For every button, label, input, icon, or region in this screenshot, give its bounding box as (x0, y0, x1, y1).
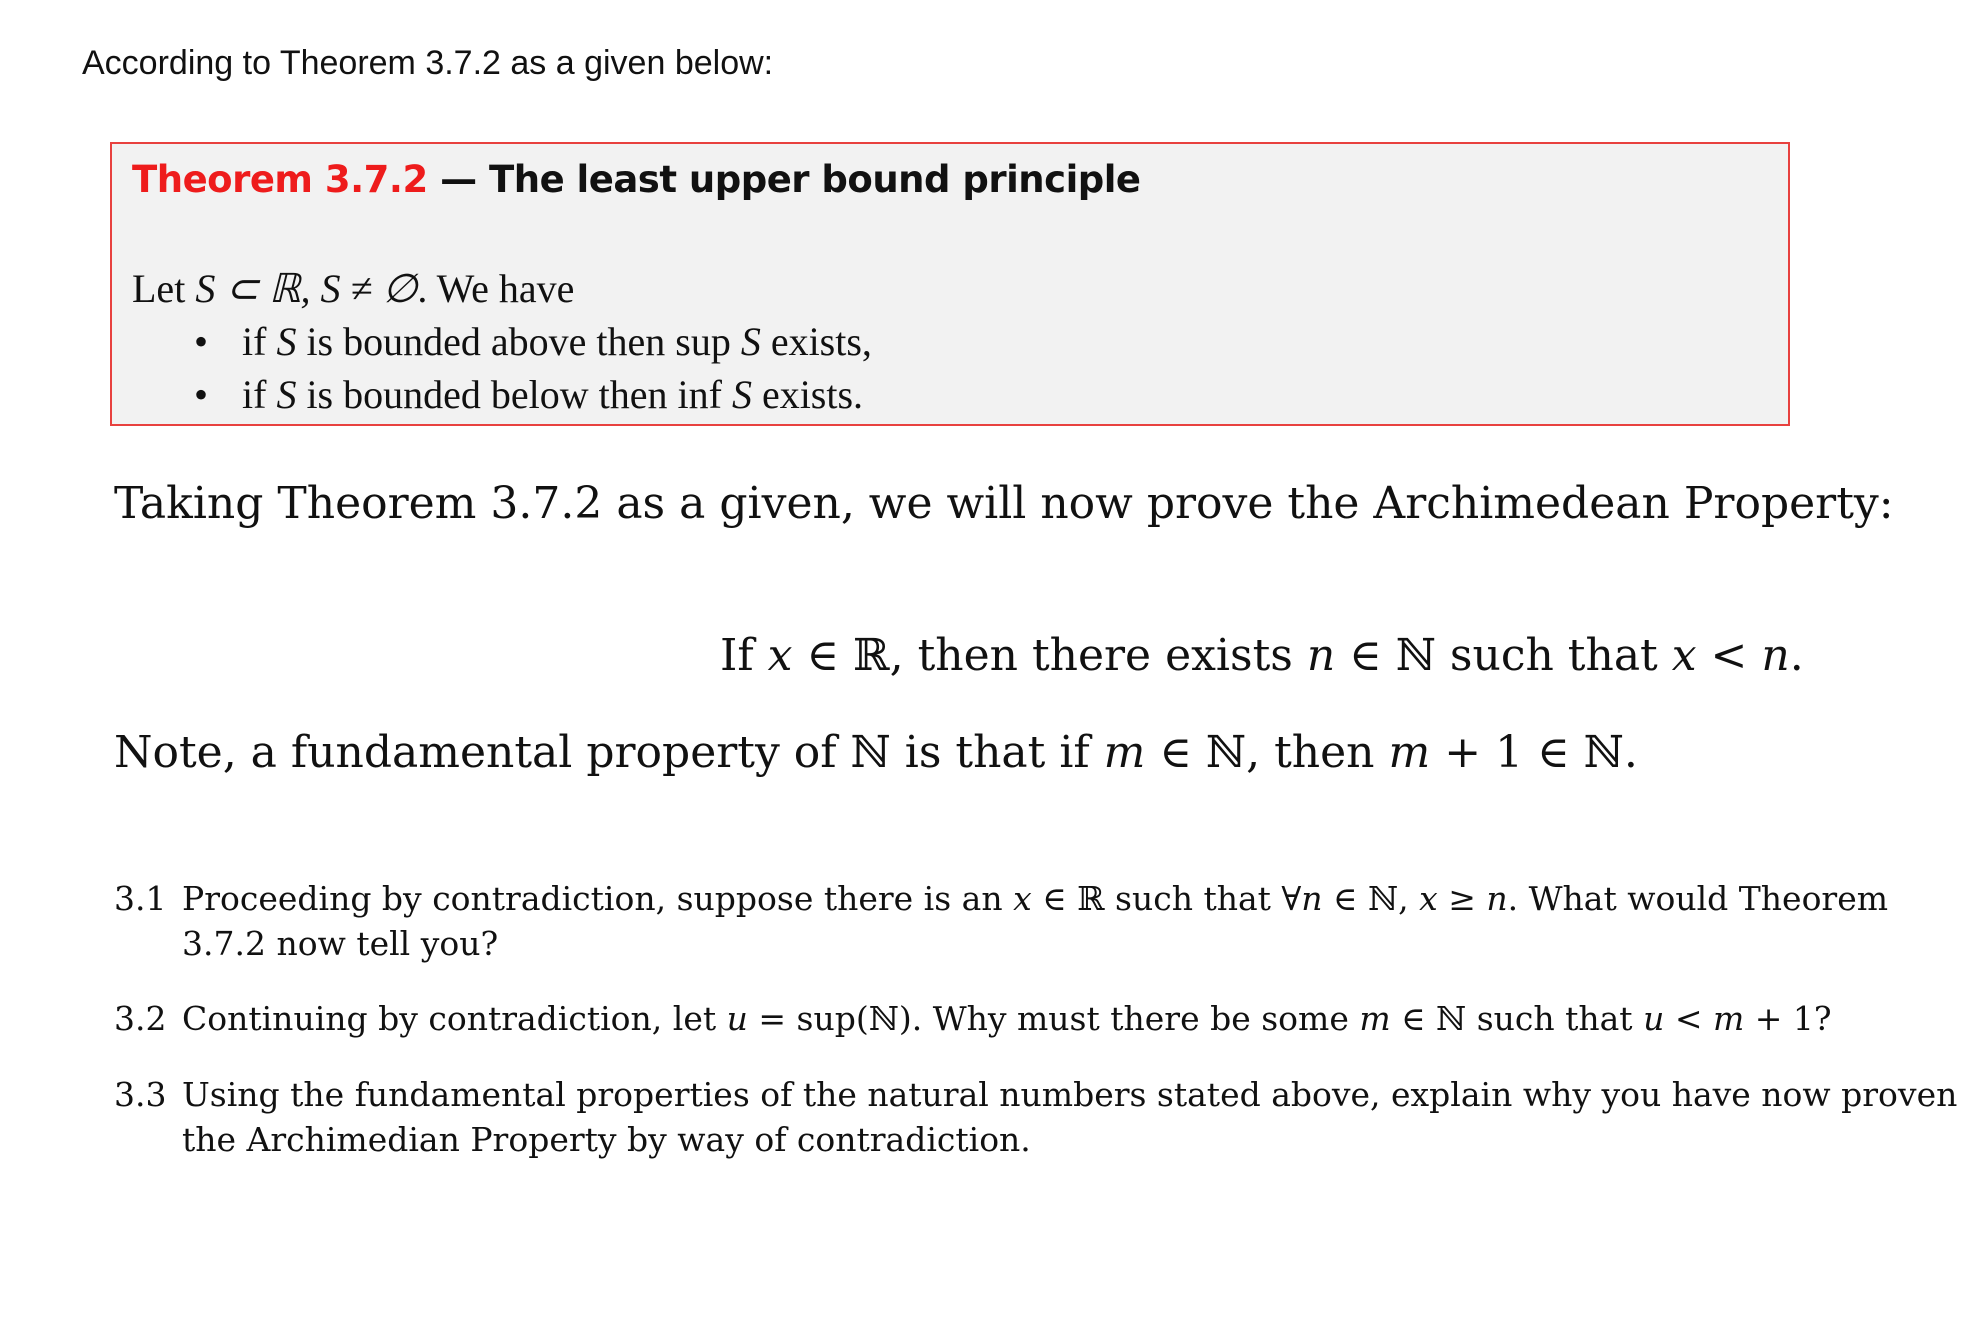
theorem-number: Theorem 3.7.2 (132, 158, 428, 201)
note-paragraph: Note, a fundamental property of ℕ is that if m ∈ ℕ, then m + 1 ∈ ℕ. (114, 727, 1638, 778)
bullet-text: if S is bounded above then sup S exists, (242, 319, 872, 364)
question-text: Proceeding by contradiction, suppose there is an x ∈ ℝ such that ∀n ∈ ℕ, x ≥ n. What would Theorem 3.7.2 now tell you? (182, 879, 1889, 963)
question-3-1 (114, 876, 1962, 966)
theorem-body (132, 262, 872, 421)
question-text: Using the fundamental properties of the natural numbers stated above, explain why you have now proven the Archimedian Property by way of contradiction. (182, 1075, 1958, 1159)
statement-prefix: Let (132, 266, 196, 311)
taking-theorem-paragraph: Taking Theorem 3.7.2 as a given, we will now prove the Archimedean Property: (114, 478, 1894, 529)
question-number: 3.1 (114, 879, 167, 918)
intro-text: According to Theorem 3.7.2 as a given below: (82, 44, 774, 82)
bullet-text: if S is bounded below then inf S exists. (242, 372, 864, 417)
theorem-box (110, 142, 1790, 426)
statement-math: S ⊂ ℝ, S ≠ ∅ (195, 266, 418, 311)
question-3-3 (114, 1072, 1962, 1162)
theorem-title: The least upper bound principle (489, 158, 1141, 201)
question-text: Continuing by contradiction, let u = sup(ℕ). Why must there be some m ∈ ℕ such that u < m + 1? (182, 999, 1832, 1038)
theorem-dash: — (440, 158, 477, 201)
statement-suffix: . We have (417, 266, 575, 311)
question-number: 3.3 (114, 1075, 167, 1114)
question-number: 3.2 (114, 999, 167, 1038)
theorem-statement (132, 262, 872, 315)
theorem-bullet-1 (132, 315, 872, 368)
bullet-dot: • (194, 319, 209, 364)
theorem-bullet-2 (132, 368, 872, 421)
archimedean-property-statement: If x ∈ ℝ, then there exists n ∈ ℕ such that x < n. (720, 630, 1804, 681)
theorem-heading (132, 158, 1141, 201)
bullet-dot: • (194, 372, 209, 417)
question-3-2 (114, 996, 1962, 1041)
